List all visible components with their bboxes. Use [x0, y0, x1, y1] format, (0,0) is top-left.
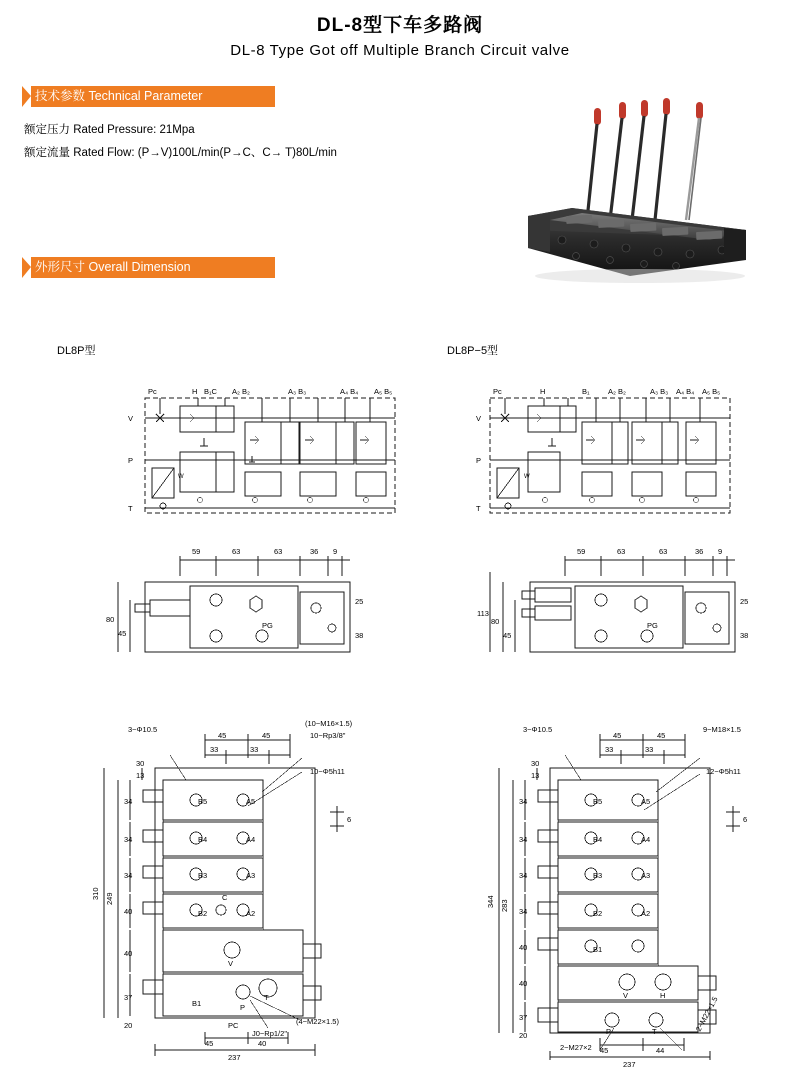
dimension: 38	[355, 631, 364, 640]
dimension: 310	[91, 887, 100, 900]
port-label: A₃ B₃	[288, 387, 307, 396]
port-label: PG	[647, 621, 658, 630]
dimension: 80	[106, 615, 115, 624]
side-view-right	[490, 556, 735, 652]
dimension: 33	[250, 745, 259, 754]
rail-label: V	[128, 414, 134, 423]
port-label: H	[540, 387, 546, 396]
callout: J0−Rp1/2"	[252, 1029, 287, 1038]
port-label: Pc	[148, 387, 157, 396]
dimension: 45	[657, 731, 666, 740]
triangle-marker-icon	[22, 86, 31, 107]
svg-text:W: W	[524, 474, 530, 480]
dimension: 45	[613, 731, 622, 740]
section-header-technical-parameter	[22, 86, 275, 107]
dimension: 63	[617, 547, 626, 556]
dimension: 237	[623, 1060, 636, 1068]
dimension: 25	[740, 597, 749, 606]
dimension: 33	[645, 745, 654, 754]
port-label: B4	[593, 835, 603, 844]
port-label: A2	[246, 909, 256, 918]
port-label: A₂ B₂	[232, 387, 250, 396]
port-label: B5	[198, 797, 208, 806]
dimension: 59	[192, 547, 201, 556]
dimension: 40	[519, 943, 528, 952]
port-label: A₄ B₄	[340, 387, 359, 396]
dimension: 40	[124, 949, 133, 958]
dimension: 249	[105, 892, 114, 905]
section-label: 技术参数 Technical Parameter	[31, 86, 275, 107]
page-title-cn: DL-8型下车多路阀	[316, 15, 484, 36]
dimension: 80	[491, 617, 500, 626]
callout: (4−M22×1.5)	[296, 1017, 339, 1026]
port-label: A5	[641, 797, 651, 806]
section-label: 外形尺寸 Overall Dimension	[31, 257, 275, 278]
dimension: 45	[205, 1039, 214, 1048]
port-label: B1	[593, 945, 603, 954]
port-label: C	[222, 893, 228, 902]
dimension: 34	[124, 871, 133, 880]
dimension: 20	[519, 1031, 528, 1040]
callout: 2−M27×2	[560, 1043, 592, 1052]
callout: 2−M22×1.5	[693, 995, 720, 1033]
dimension: 37	[124, 993, 133, 1002]
dimension: 38	[740, 631, 749, 640]
dimension: 13	[136, 771, 145, 780]
port-label: Pc	[493, 387, 502, 396]
dimension: 33	[210, 745, 219, 754]
port-label: T	[652, 1027, 657, 1036]
dimension: 34	[124, 835, 133, 844]
port-label: A5	[246, 797, 256, 806]
svg-text:W: W	[178, 474, 184, 480]
side-view-left	[118, 556, 350, 652]
dimension: 25	[355, 597, 364, 606]
dimension: 40	[519, 979, 528, 988]
dimension: 40	[124, 907, 133, 916]
product-photo	[510, 80, 770, 295]
dimension: 283	[500, 899, 509, 912]
dimension: 34	[519, 835, 528, 844]
port-label: P	[240, 1003, 246, 1012]
port-label: T	[264, 993, 269, 1002]
port-label: A₅ B₅	[374, 387, 393, 396]
dimension: 63	[232, 547, 241, 556]
port-label: B3	[593, 871, 603, 880]
port-label: A₂ B₂	[608, 387, 626, 396]
model-label-right: DL8P−5型	[447, 345, 499, 357]
dimension: 33	[605, 745, 614, 754]
param-rated-pressure: 额定压力 Rated Pressure: 21Mpa	[24, 124, 195, 136]
port-label: H	[192, 387, 198, 396]
port-label: A4	[641, 835, 651, 844]
dimension: 9	[333, 547, 338, 556]
dimension: 63	[659, 547, 668, 556]
port-label: B3	[198, 871, 208, 880]
rail-label: P	[476, 456, 482, 465]
param-rated-flow: 额定流量 Rated Flow: (P→V)100L/min(P→C、C→ T)80L/min	[24, 147, 337, 159]
dimension: 20	[124, 1021, 133, 1030]
dimension: 30	[136, 759, 145, 768]
port-label: A2	[641, 909, 651, 918]
dimension: 6	[743, 815, 748, 824]
callout: (10−M16×1.5)	[305, 719, 353, 728]
dimension: 45	[218, 731, 227, 740]
model-label-left: DL8P型	[57, 345, 96, 357]
callout: 10−Φ5h11	[310, 767, 345, 776]
port-label: B5	[593, 797, 603, 806]
port-label: PC	[228, 1021, 239, 1030]
port-label: B₁C	[204, 387, 217, 396]
dimension: 30	[531, 759, 540, 768]
dimension: 237	[228, 1053, 241, 1062]
dimension: 34	[519, 797, 528, 806]
page-title-en: DL-8 Type Got off Multiple Branch Circuit valve	[230, 42, 570, 59]
callout: 3−Φ10.5	[128, 725, 158, 734]
dimension: 45	[503, 631, 512, 640]
port-label: P	[606, 1027, 612, 1036]
dimension: 36	[695, 547, 704, 556]
port-label: B4	[198, 835, 208, 844]
rail-label: V	[476, 414, 482, 423]
port-label: B2	[593, 909, 603, 918]
dimension: 37	[519, 1013, 528, 1022]
callout: 9−M18×1.5	[703, 725, 741, 734]
dimension: 9	[718, 547, 723, 556]
dimension: 34	[519, 907, 528, 916]
lever-group	[587, 98, 703, 220]
rail-label: T	[476, 504, 481, 513]
dimension: 40	[258, 1039, 267, 1048]
dimension: 13	[531, 771, 540, 780]
callout: 12−Φ5h11	[706, 767, 741, 776]
port-label: V	[228, 959, 234, 968]
schematic-right	[490, 398, 730, 513]
technical-drawings	[0, 360, 800, 1068]
dimension: 45	[118, 629, 127, 638]
schematic-left	[145, 398, 395, 513]
callout: 3−Φ10.5	[523, 725, 553, 734]
valve-body	[528, 208, 746, 283]
dimension: 34	[124, 797, 133, 806]
port-label: B₁	[582, 387, 590, 396]
dimension: 44	[656, 1046, 665, 1055]
dimension: 113	[477, 609, 489, 618]
dimension: 344	[486, 895, 495, 908]
dimension: 45	[600, 1046, 609, 1055]
port-label: A₄ B₄	[676, 387, 695, 396]
port-label: B2	[198, 909, 208, 918]
rail-label: P	[128, 456, 134, 465]
port-label: A₃ B₃	[650, 387, 669, 396]
dimension: 34	[519, 871, 528, 880]
port-label: B1	[192, 999, 202, 1008]
port-label: A4	[246, 835, 256, 844]
callout: 10−Rp3/8"	[310, 731, 346, 740]
port-label: A3	[641, 871, 651, 880]
port-label: H	[660, 991, 666, 1000]
rail-label: T	[128, 504, 133, 513]
section-header-overall-dimension	[22, 257, 275, 278]
port-label: PG	[262, 621, 273, 630]
dimension: 6	[347, 815, 352, 824]
dimension: 45	[262, 731, 271, 740]
port-label: A₅ B₅	[702, 387, 721, 396]
port-label: A3	[246, 871, 256, 880]
dimension: 36	[310, 547, 319, 556]
port-label: V	[623, 991, 629, 1000]
dimension: 59	[577, 547, 586, 556]
dimension: 63	[274, 547, 283, 556]
triangle-marker-icon	[22, 257, 31, 278]
